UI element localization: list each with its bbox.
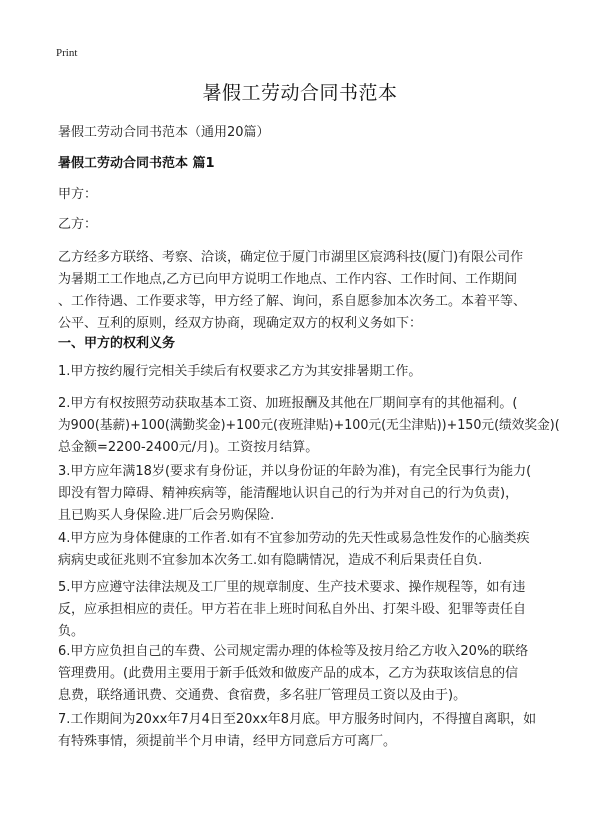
- clause-line: 管理费用。(此费用主要用于新手低效和做废产品的成本，乙方为获取该信息的信: [58, 666, 519, 681]
- clause-line: 4.甲方应为身体健康的工作者.如有不宜参加劳动的先天性或易急性发作的心脑类疾: [58, 531, 530, 546]
- clause-line: 病病史或征兆则不宜参加本次务工.如有隐瞒情况，造成不利后果责任自负.: [58, 553, 483, 568]
- clause-line: 负。: [58, 624, 85, 639]
- clause-line: 3.甲方应年满18岁(要求有身份证，并以身份证的年龄为准)，有完全民事行为能力(: [58, 464, 532, 479]
- clause-line: 5.甲方应遵守法律法规及工厂里的规章制度、生产技术要求、操作规程等，如有违: [58, 580, 526, 595]
- clause-line: 且已购买人身保险.进厂后会另购保险.: [58, 508, 275, 523]
- clause-line: 2.甲方有权按照劳动获取基本工资、加班报酬及其他在厂期间享有的其他福利。(: [58, 396, 518, 411]
- clause-line: 即没有智力障碍、精神疾病等，能清醒地认识自己的行为并对自己的行为负责)，: [58, 486, 519, 501]
- intro-line: 公平、互利的原则，经双方协商，现确定双方的权利义务如下：: [58, 316, 423, 331]
- part-heading: 暑假工劳动合同书范本 篇1: [58, 156, 215, 171]
- clause-line: 息费，联络通讯费、交通费、食宿费，多名驻厂管理员工资以及由于)。: [58, 688, 467, 703]
- clause-line: 反，应承担相应的责任。甲方若在非上班时间私自外出、打架斗殴、犯罪等责任自: [58, 602, 527, 617]
- party-b-line: 乙方：: [58, 217, 98, 232]
- document-subtitle: 暑假工劳动合同书范本（通用20篇）: [58, 125, 270, 140]
- intro-line: 乙方经多方联络、考察、洽谈，确定位于厦门市湖里区宸鸿科技(厦门)有限公司作: [58, 250, 524, 265]
- clause-line: 6.甲方应负担自己的车费、公司规定需办理的体检等及按月给乙方收入20%的联络: [58, 644, 529, 659]
- clause-line: 为900(基薪)+100(满勤奖金)+100元(夜班津贴)+100元(无尘津贴))+150元(绩效奖金)(: [58, 418, 560, 433]
- party-a-line: 甲方：: [58, 187, 98, 202]
- intro-line: 、工作待遇、工作要求等，甲方经了解、询问，系自愿参加本次务工。本着平等、: [58, 294, 527, 309]
- page-title: 暑假工劳动合同书范本: [202, 82, 398, 104]
- clause-line: 1.甲方按约履行完相关手续后有权要求乙方为其安排暑期工作。: [58, 364, 422, 379]
- clause-line: 有特殊事情，须提前半个月申请，经甲方同意后方可离厂。: [58, 734, 397, 749]
- clause-line: 总金额=2200-2400元/月)。工资按月结算。: [58, 440, 319, 455]
- intro-line: 为暑期工工作地点,乙方已向甲方说明工作地点、工作内容、工作时间、工作期间: [58, 272, 518, 287]
- print-label[interactable]: Print: [56, 47, 78, 59]
- clause-line: 7.工作期间为20xx年7月4日至20xx年8月底。甲方服务时间内，不得擅自离职，如: [58, 712, 537, 727]
- section-heading: 一、甲方的权利义务: [58, 336, 176, 351]
